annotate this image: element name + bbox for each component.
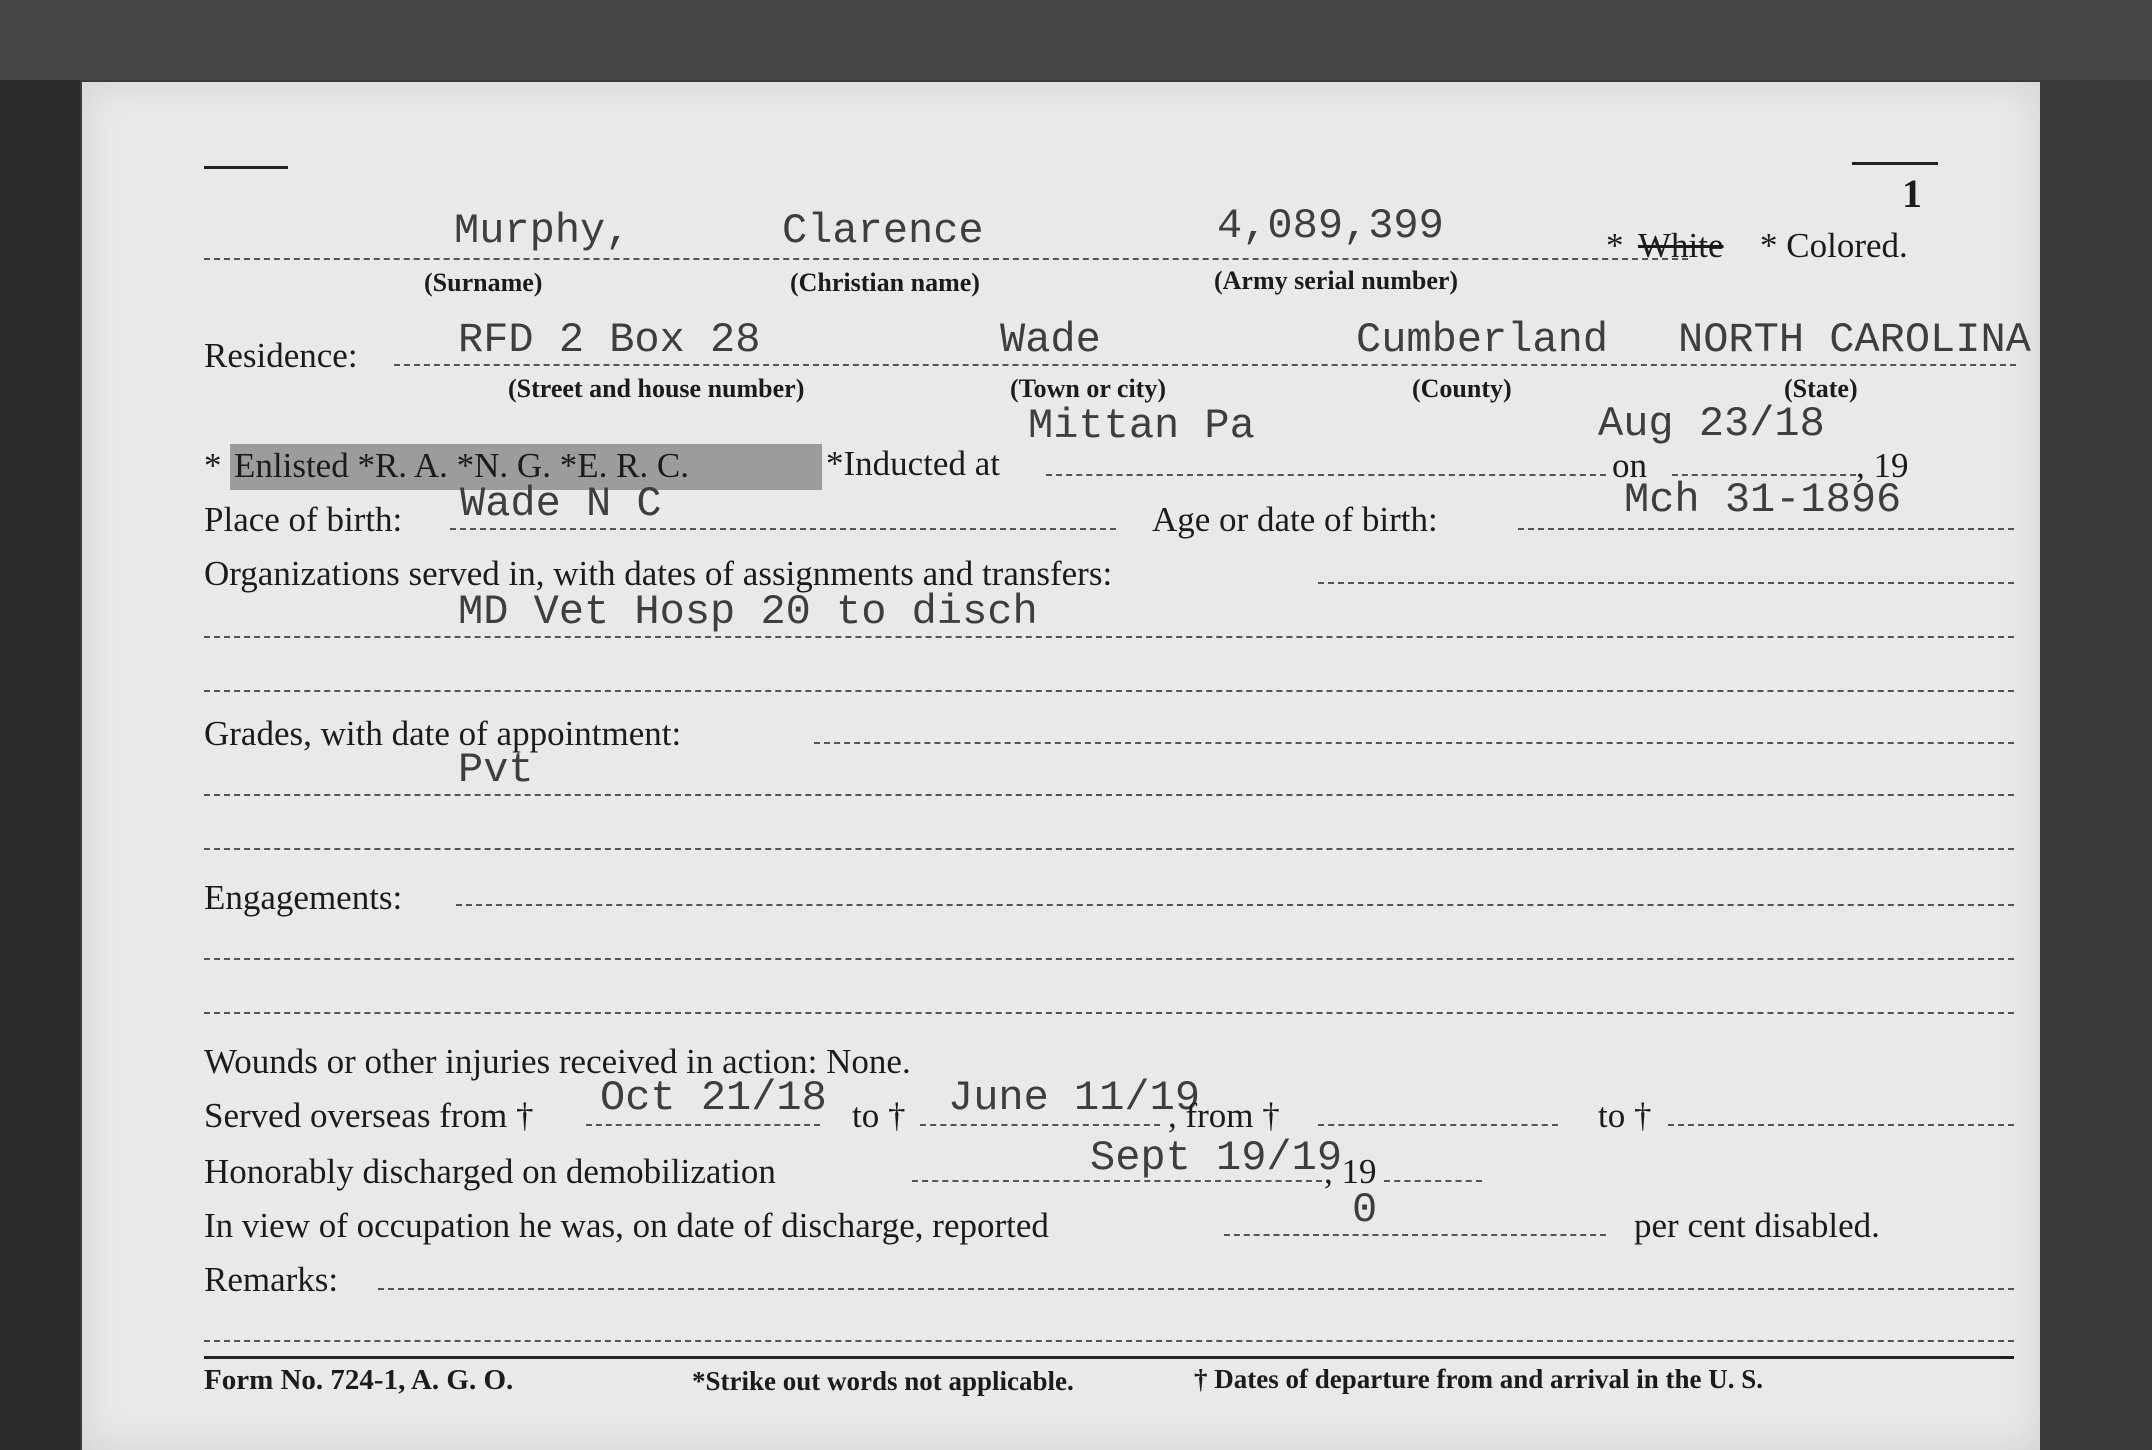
discharge-date: Sept 19/19 [1090, 1134, 1343, 1182]
overseas-to2-label: to † [1598, 1096, 1652, 1135]
asterisk-white: * [1606, 226, 1624, 265]
street-caption: (Street and house number) [508, 374, 805, 403]
surname-value: Murphy, [454, 207, 631, 255]
card-number: 1 [1902, 171, 1922, 216]
residence-label: Residence: [204, 336, 358, 375]
org-line-3 [204, 690, 2014, 692]
footer-note-dates: † Dates of departure from and arrival in the U. S. [1194, 1364, 1763, 1394]
overseas-from-line [586, 1124, 820, 1126]
grades-line-3 [204, 848, 2014, 850]
org-line-2 [204, 636, 2014, 638]
grades-line-1 [814, 742, 2014, 744]
overseas-label: Served overseas from † [204, 1096, 534, 1135]
discharge-year-line [1384, 1180, 1482, 1182]
engagements-line-2 [204, 958, 2014, 960]
race-white-struck: White [1638, 226, 1724, 265]
organizations-label: Organizations served in, with dates of assignments and transfers: [204, 554, 1113, 593]
engagements-line-3 [204, 1012, 2014, 1014]
disability-value: 0 [1352, 1186, 1378, 1234]
footer-rule [204, 1356, 2014, 1359]
discharge-year-label: , 19 [1324, 1152, 1377, 1191]
enlisted-star: * [204, 446, 222, 485]
town-caption: (Town or city) [1010, 374, 1166, 403]
footer-note-strike: *Strike out words not applicable. [692, 1366, 1074, 1396]
residence-line [394, 364, 2016, 366]
age-label: Age or date of birth: [1152, 500, 1438, 539]
remarks-label: Remarks: [204, 1260, 339, 1299]
overseas-from2-label: , from † [1168, 1096, 1280, 1135]
overseas-to-value: June 11/19 [948, 1074, 1201, 1122]
overseas-to-label: to † [852, 1096, 906, 1135]
disability-suffix: per cent disabled. [1634, 1206, 1880, 1245]
inducted-at-label: *Inducted at [826, 444, 1000, 483]
christian-caption: (Christian name) [790, 268, 980, 297]
overseas-from-value: Oct 21/18 [600, 1074, 827, 1122]
enlisted-options: Enlisted *R. A. *N. G. *E. R. C. [234, 446, 690, 485]
remarks-line-1 [378, 1288, 2014, 1290]
form-number: Form No. 724-1, A. G. O. [204, 1364, 514, 1396]
serial-caption: (Army serial number) [1214, 266, 1459, 295]
record-card [82, 82, 2040, 1450]
surname-caption: (Surname) [424, 268, 543, 297]
grades-line-2 [204, 794, 2014, 796]
engagements-line-1 [456, 904, 2014, 906]
induction-date: Aug 23/18 [1598, 400, 1825, 448]
christian-name-value: Clarence [782, 207, 984, 255]
disability-line [1224, 1234, 1606, 1236]
residence-street: RFD 2 Box 28 [458, 316, 761, 364]
organizations-value: MD Vet Hosp 20 to disch [458, 588, 1038, 636]
top-left-rule [204, 166, 288, 169]
grades-value: Pvt [458, 746, 534, 794]
grades-label: Grades, with date of appointment: [204, 714, 682, 753]
overseas-from2-line [1318, 1124, 1558, 1126]
inducted-place-line [1046, 474, 1606, 476]
wounds-label: Wounds or other injuries received in action: None. [204, 1042, 911, 1081]
overseas-to-line [920, 1124, 1160, 1126]
race-colored: * Colored. [1760, 226, 1908, 265]
scan-edge-left [0, 0, 80, 1450]
remarks-line-2 [204, 1340, 2014, 1342]
residence-town: Wade [1000, 316, 1101, 364]
residence-state: NORTH CAROLINA [1678, 316, 2031, 364]
engagements-label: Engagements: [204, 878, 403, 917]
discharge-label: Honorably discharged on demobilization [204, 1152, 776, 1191]
overseas-to2-line [1668, 1124, 2014, 1126]
disability-label: In view of occupation he was, on date of discharge, reported [204, 1206, 1049, 1245]
place-of-birth-label: Place of birth: [204, 500, 403, 539]
birth-place-line [450, 528, 1116, 530]
residence-county: Cumberland [1356, 316, 1609, 364]
scan-edge-top [0, 0, 2152, 80]
induction-place: Mittan Pa [1028, 402, 1255, 450]
serial-number-value: 4,089,399 [1217, 202, 1444, 250]
top-right-rule [1852, 162, 1938, 165]
induction-year-label: , 19 [1856, 446, 1909, 485]
birth-date-value: Mch 31-1896 [1624, 476, 1902, 524]
org-line-1 [1318, 582, 2014, 584]
on-label: on [1612, 446, 1647, 485]
name-line [204, 258, 1688, 260]
county-caption: (County) [1412, 374, 1512, 403]
state-caption: (State) [1784, 374, 1858, 403]
birth-date-line [1518, 528, 2014, 530]
birth-place-value: Wade N C [460, 480, 662, 528]
